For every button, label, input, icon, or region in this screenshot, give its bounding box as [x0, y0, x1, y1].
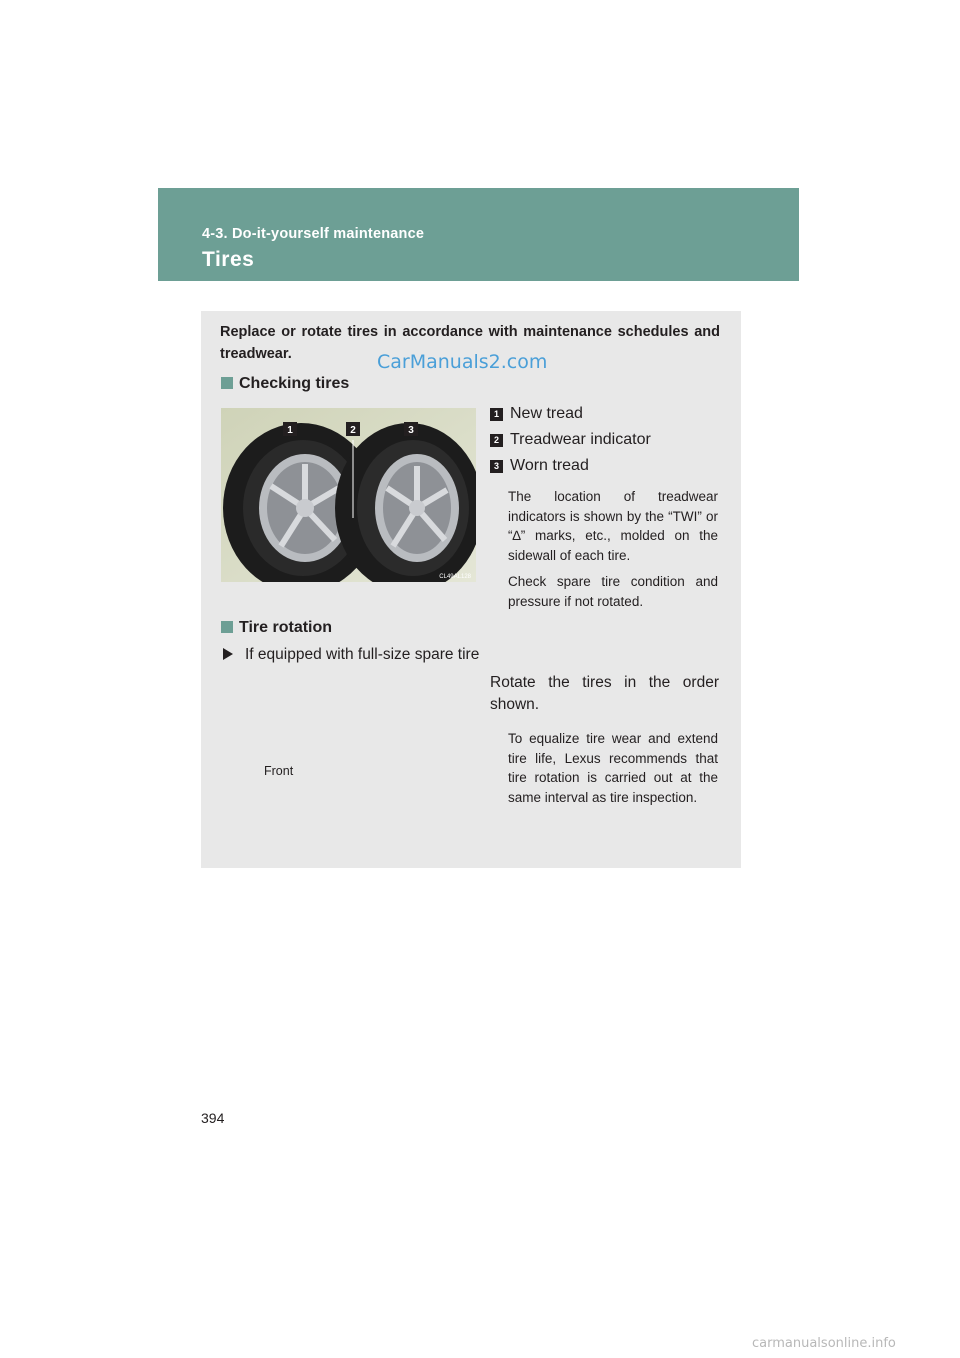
section-label: 4-3. Do-it-yourself maintenance — [202, 226, 425, 242]
intro-text: Replace or rotate tires in accordance with maintenance schedules and treadwear. — [220, 324, 720, 362]
checking-tires-heading — [221, 375, 349, 393]
item-label: Treadwear indicator — [510, 431, 651, 448]
square-bullet-icon — [221, 377, 233, 389]
image-code: CL49AL128 — [439, 574, 471, 580]
spare-tire-note: Check spare tire condition and pressure if not rotated. — [508, 574, 718, 609]
front-label: Front — [264, 764, 294, 778]
footer-watermark: carmanualsonline.info — [752, 1336, 896, 1351]
svg-text:1: 1 — [287, 425, 293, 436]
svg-text:3: 3 — [408, 425, 414, 436]
heading-label: Tire rotation — [239, 619, 333, 636]
page-title: Tires — [202, 248, 255, 271]
header-band — [158, 188, 799, 281]
tire-illustration — [221, 408, 476, 582]
rotation-note: To equalize tire wear and extend tire life, Lexus recommends that tire rotation is carried out at the same interval as tire inspection. — [508, 731, 718, 805]
svg-text:2: 2 — [350, 425, 356, 436]
item-label: Worn tread — [510, 457, 589, 474]
watermark: CarManuals2.com — [377, 351, 548, 373]
triangle-bullet-icon — [223, 648, 233, 660]
content-panel — [201, 311, 741, 868]
item-label: New tread — [510, 405, 583, 422]
number-badge: 2 — [490, 434, 503, 447]
page-number: 394 — [201, 1110, 225, 1126]
number-badge: 3 — [490, 460, 503, 473]
heading-label: Checking tires — [239, 375, 350, 392]
list-item — [490, 431, 651, 449]
treadwear-note: The location of treadwear indicators is shown by the “TWI” or “∆” marks, etc., molded on the sidewall of each tire. — [508, 489, 718, 563]
number-badge: 1 — [490, 408, 503, 421]
condition-label: If equipped with full-size spare tire — [245, 646, 480, 663]
rotation-instruction: Rotate the tires in the order shown. — [490, 674, 719, 713]
tire-rotation-heading — [221, 619, 332, 637]
square-bullet-icon — [221, 621, 233, 633]
list-item — [490, 457, 589, 475]
rotation-condition — [223, 646, 479, 664]
list-item — [490, 405, 583, 423]
